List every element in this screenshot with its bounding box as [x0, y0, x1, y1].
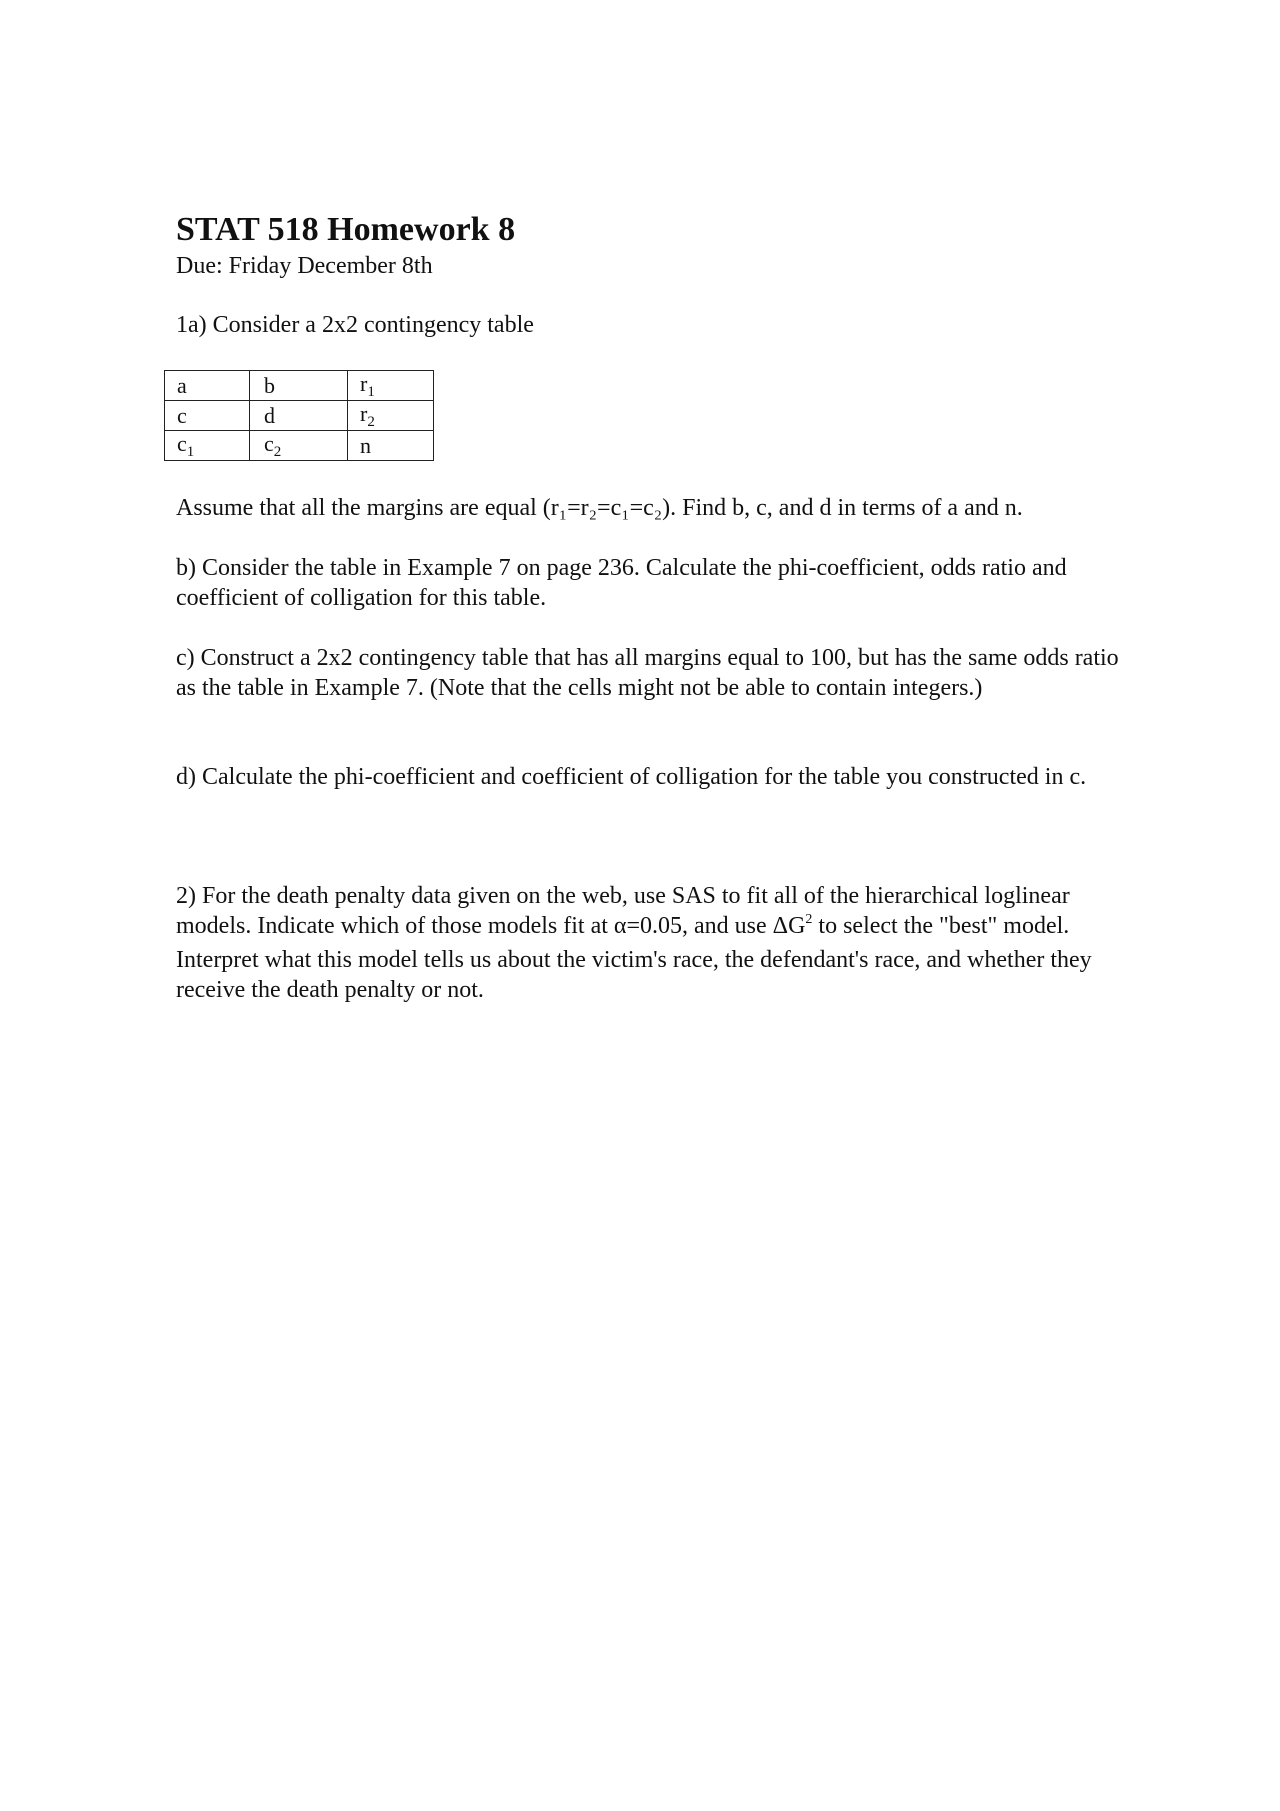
cell-subscript: 2	[367, 414, 375, 430]
due-date: Due: Friday December 8th	[176, 253, 433, 279]
cell-base: r	[360, 371, 368, 396]
cell-subscript: 1	[367, 384, 375, 400]
question-1a: 1a) Consider a 2x2 contingency table	[176, 312, 534, 338]
document-title: STAT 518 Homework 8	[176, 211, 516, 248]
question-2-text-start: 2) For the death penalty data given on the web, use SAS to fit all of the hierarchical loglinear models. Indicate which of those models fit at α=0.05, and use ΔG	[176, 883, 1070, 939]
table-cell: c	[165, 401, 250, 431]
question-2-text-end: to select the "best" model. Interpret what this model tells us about the victim's race, the defendant's race, and whether they receive the death penalty or not.	[176, 913, 1092, 1003]
cell-base: c	[264, 431, 274, 456]
table-row	[165, 431, 434, 461]
question-1d: d) Calculate the phi-coefficient and coefficient of colligation for the table you constructed in c.	[176, 764, 1087, 790]
table-cell: d	[250, 401, 348, 431]
contingency-table	[164, 370, 434, 461]
table-cell	[250, 431, 348, 461]
cell-subscript: 2	[273, 444, 282, 460]
question-2	[176, 881, 1136, 1005]
question-1b: b) Consider the table in Example 7 on page 236. Calculate the phi-coefficient, odds ratio and coefficient of colligation for this table.	[176, 555, 1067, 611]
table-cell: b	[250, 371, 348, 401]
table-row	[165, 371, 434, 401]
table-row	[165, 401, 434, 431]
table-cell	[348, 371, 434, 401]
table-cell: n	[348, 431, 434, 461]
cell-base: r	[360, 401, 368, 426]
cell-subscript: 1	[186, 444, 195, 460]
question-1c: c) Construct a 2x2 contingency table that has all margins equal to 100, but has the same odds ratio as the table in Example 7. (Note that the cells might not be able to contain integers.)	[176, 645, 1119, 701]
assumption-text: Assume that all the margins are equal (r₁=r₂=c₁=c₂). Find b, c, and d in terms of a and n.	[176, 495, 1023, 521]
table-cell: a	[165, 371, 250, 401]
table-cell	[165, 431, 250, 461]
superscript: 2	[805, 912, 813, 927]
table-cell	[348, 401, 434, 431]
cell-base: c	[177, 431, 187, 456]
